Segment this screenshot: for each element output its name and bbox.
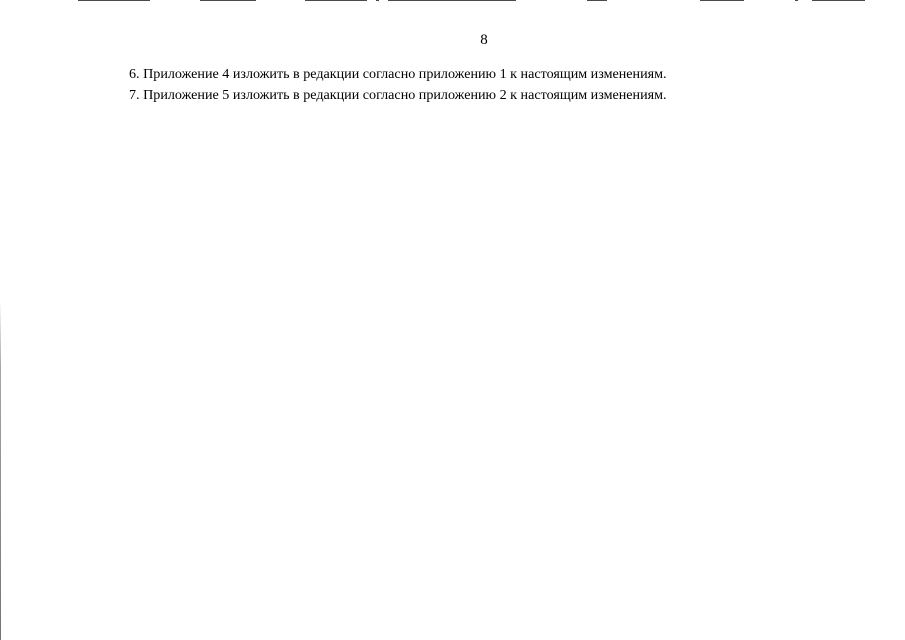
paragraph-item-7: 7. Приложение 5 изложить в редакции согласно приложению 2 к настоящим изменениям. [129,87,667,103]
scan-edge-artifacts-top [0,0,905,3]
scan-edge-artifact-left [0,300,1,640]
page-number: 8 [480,32,488,48]
document-body [129,64,869,106]
paragraph-item-6: 6. Приложение 4 изложить в редакции согласно приложению 1 к настоящим изменениям. [129,66,667,82]
